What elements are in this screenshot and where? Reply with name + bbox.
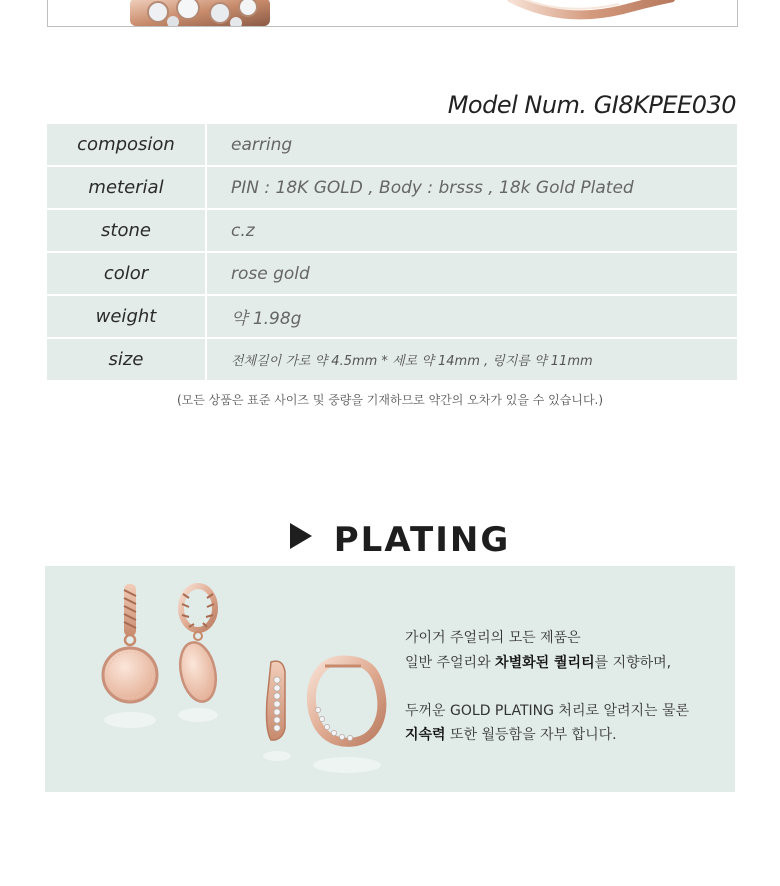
spec-key: composion <box>47 124 206 166</box>
spec-table <box>47 124 737 380</box>
spec-value: rose gold <box>206 252 737 295</box>
rose-gold-band-image <box>391 0 737 26</box>
size-notice: (모든 상품은 표준 사이즈 및 중량을 기재하므로 약간의 오차가 있을 수 있습니다.) <box>176 393 604 407</box>
earrings-image <box>85 580 395 790</box>
earring-cluster-image <box>48 0 392 26</box>
plating-line-2 <box>405 651 671 675</box>
product-photo-right <box>391 0 738 27</box>
plating-heading <box>0 520 780 560</box>
model-number <box>448 91 736 119</box>
plating-title-text: PLATING <box>333 520 511 560</box>
spec-key: size <box>47 338 206 380</box>
plating-line-2-bold: 차별화된 퀄리티 <box>495 655 595 671</box>
model-code: GI8KPEE030 <box>593 91 736 119</box>
plating-line-2-pre: 일반 주얼리와 <box>405 655 496 671</box>
coin-earring-left <box>103 584 157 728</box>
plating-line-4-bold: 지속력 <box>405 727 446 743</box>
plating-line-1: 가이거 주얼리의 모든 제품은 <box>405 630 581 646</box>
spec-row <box>47 295 737 338</box>
large-hoop-earring <box>311 660 382 773</box>
spec-row <box>47 252 737 295</box>
play-triangle-icon <box>290 523 312 549</box>
spec-key: weight <box>47 295 206 338</box>
spec-key: stone <box>47 209 206 252</box>
spec-value: c.z <box>206 209 737 252</box>
spec-key: color <box>47 252 206 295</box>
top-photo-strip <box>0 0 780 28</box>
oval-earring <box>175 586 221 722</box>
cz-hoop-earring <box>263 661 291 761</box>
spec-row <box>47 166 737 209</box>
plating-line-4 <box>405 723 617 747</box>
plating-line-2-post: 를 지향하며, <box>594 655 672 671</box>
spec-row <box>47 124 737 166</box>
model-label: Model Num. <box>447 91 587 119</box>
plating-line-4-post: 또한 월등함을 자부 합니다. <box>445 727 617 743</box>
spec-row <box>47 209 737 252</box>
product-photo-left <box>47 0 393 27</box>
spec-value: 전체길이 가로 약 4.5mm * 세로 약 14mm , 링지름 약 11mm <box>231 354 593 369</box>
spec-value: earring <box>206 124 737 166</box>
spec-value: PIN : 18K GOLD , Body : brsss , 18k Gold Plated <box>206 166 737 209</box>
spec-key: meterial <box>47 166 206 209</box>
plating-line-3: 두꺼운 GOLD PLATING 처리로 알려지는 물론 <box>405 703 690 719</box>
plating-panel <box>45 566 735 792</box>
spec-value: 약 1.98g <box>206 295 737 338</box>
spec-row <box>47 338 737 380</box>
